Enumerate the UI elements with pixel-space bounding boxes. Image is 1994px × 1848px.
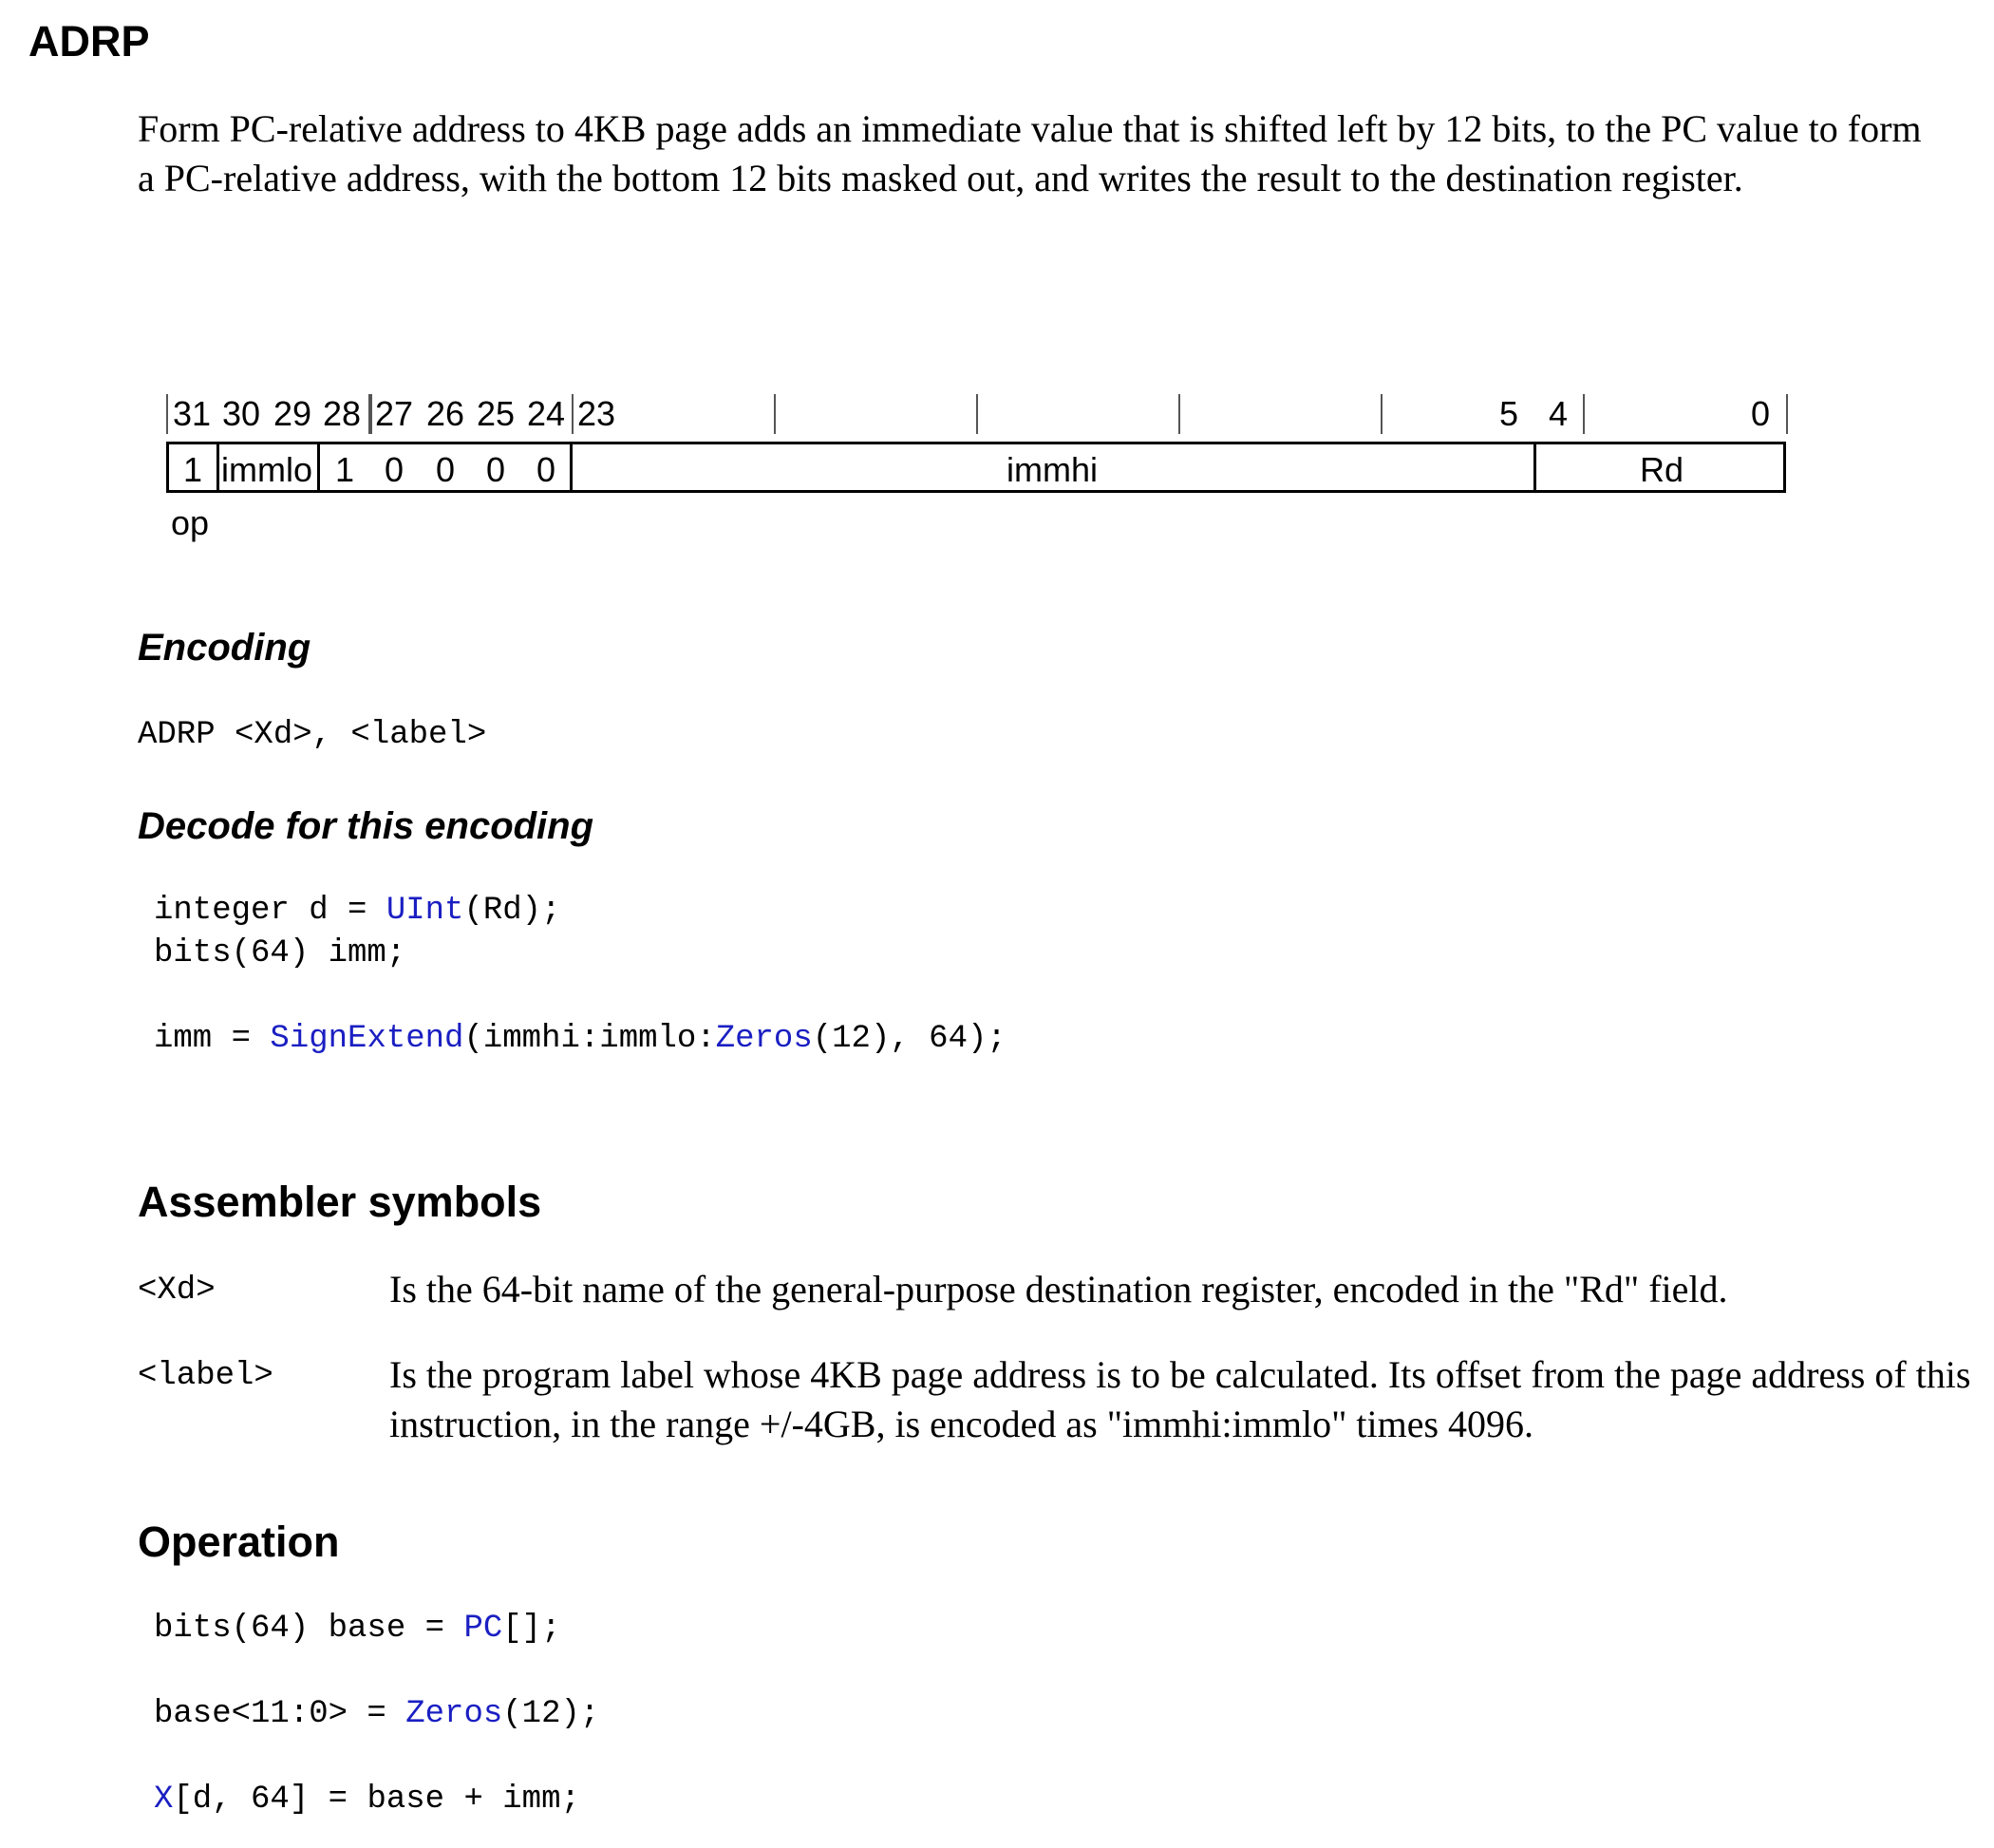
bit-tick xyxy=(774,394,776,434)
field-divider xyxy=(1533,444,1536,490)
bit-number: 0 xyxy=(1750,394,1771,433)
field-bit-28: 1 xyxy=(334,450,355,489)
symbol-name: <label> xyxy=(138,1358,273,1394)
bit-number: 30 xyxy=(221,394,261,433)
encoding-diagram xyxy=(161,385,1795,575)
bit-number: 27 xyxy=(374,394,414,433)
bit-number: 23 xyxy=(576,394,616,433)
bit-number: 31 xyxy=(172,394,212,433)
bit-number: 24 xyxy=(526,394,566,433)
bit-tick xyxy=(166,394,168,434)
bit-number: 28 xyxy=(322,394,362,433)
field-divider xyxy=(570,444,573,490)
code-function-link[interactable]: PC xyxy=(463,1611,503,1647)
code-text: []; xyxy=(502,1611,561,1647)
code-text: (12); xyxy=(502,1696,600,1732)
op-label: op xyxy=(170,503,210,542)
encoding-field-row xyxy=(166,442,1786,493)
bit-tick xyxy=(370,394,372,434)
decode-line-3 xyxy=(154,1021,1006,1057)
bit-tick xyxy=(1583,394,1585,434)
bit-tick xyxy=(572,394,574,434)
code-function-link[interactable]: Zeros xyxy=(715,1021,813,1057)
symbol-name: <Xd> xyxy=(138,1273,216,1309)
code-text: (Rd); xyxy=(463,893,561,929)
bit-tick xyxy=(1786,394,1788,434)
decode-line-2: bits(64) imm; xyxy=(154,935,406,971)
symbol-description: Is the program label whose 4KB page address is to be calculated. Its offset from the page address of this instruction, in the range +/-4GB, is encoded as "immhi:immlo" times 4096. xyxy=(389,1353,1971,1445)
field-bit-26: 0 xyxy=(435,450,456,489)
decode-heading: Decode for this encoding xyxy=(138,805,594,847)
code-text: integer d = xyxy=(154,893,386,929)
code-text: (12), 64); xyxy=(812,1021,1006,1057)
encoding-syntax: ADRP <Xd>, <label> xyxy=(138,717,487,753)
bit-tick xyxy=(1178,394,1180,434)
code-text: base<11:0> = xyxy=(154,1696,406,1732)
bit-number: 25 xyxy=(476,394,516,433)
code-text: bits(64) base = xyxy=(154,1611,464,1647)
symbol-description: Is the 64-bit name of the general-purpose destination register, encoded in the "Rd" field. xyxy=(389,1268,1728,1311)
bit-tick xyxy=(976,394,978,434)
operation-heading: Operation xyxy=(138,1518,340,1566)
operation-line-2 xyxy=(154,1696,599,1732)
instruction-description: Form PC-relative address to 4KB page adds an immediate value that is shifted left by 12 bits, to the PC value to form a PC-relative address, with the bottom 12 bits masked out, and writes the result to the destination register. xyxy=(138,107,1922,199)
operation-line-3 xyxy=(154,1782,580,1818)
bit-number: 5 xyxy=(1498,394,1519,433)
field-divider xyxy=(317,444,320,490)
code-function-link[interactable]: X xyxy=(154,1782,174,1818)
code-function-link[interactable]: SignExtend xyxy=(270,1021,464,1057)
field-immhi: immhi xyxy=(1006,450,1098,489)
field-immlo: immlo xyxy=(221,450,312,489)
code-text: (immhi:immlo: xyxy=(463,1021,716,1057)
bit-number: 26 xyxy=(425,394,465,433)
code-function-link[interactable]: UInt xyxy=(386,893,464,929)
operation-line-1 xyxy=(154,1611,560,1647)
field-op-bit: 1 xyxy=(182,450,203,489)
field-bit-25: 0 xyxy=(485,450,506,489)
field-rd: Rd xyxy=(1639,450,1684,489)
field-divider xyxy=(216,444,219,490)
decode-line-1 xyxy=(154,893,561,929)
bit-number: 4 xyxy=(1548,394,1569,433)
code-text: imm = xyxy=(154,1021,271,1057)
bit-number: 29 xyxy=(273,394,312,433)
assembler-symbols-heading: Assembler symbols xyxy=(138,1178,542,1226)
encoding-heading: Encoding xyxy=(138,627,311,669)
field-bit-24: 0 xyxy=(536,450,556,489)
code-function-link[interactable]: Zeros xyxy=(405,1696,503,1732)
field-bit-27: 0 xyxy=(384,450,404,489)
code-text: [d, 64] = base + imm; xyxy=(173,1782,580,1818)
page-title: ADRP xyxy=(28,17,150,66)
bit-tick xyxy=(1381,394,1383,434)
